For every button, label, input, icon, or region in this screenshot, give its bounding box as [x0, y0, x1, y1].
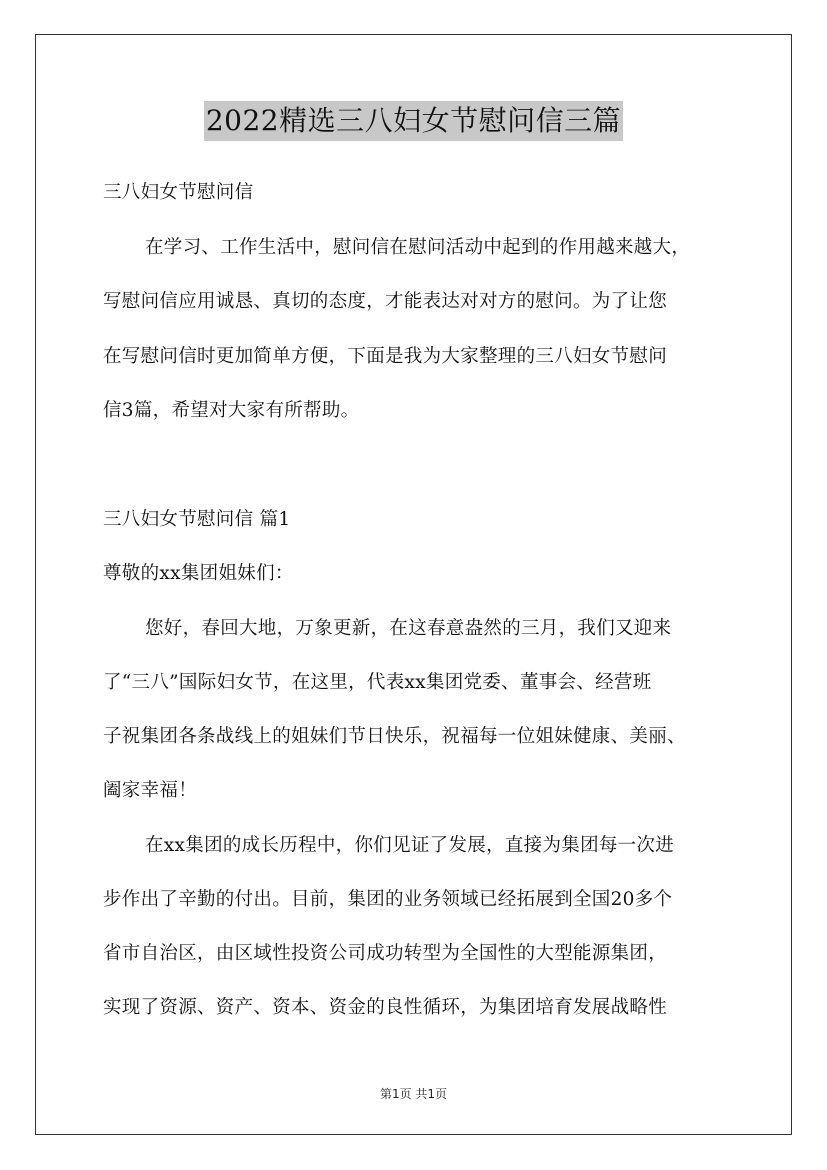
paragraph-line: 在写慰问信时更加简单方便，下面是我为大家整理的三八妇女节慰问: [103, 346, 668, 367]
paragraph-line: 步作出了辛勤的付出。目前，集团的业务领域已经拓展到全国20多个: [103, 889, 673, 910]
section-heading: 三八妇女节慰问信: [103, 182, 254, 203]
paragraph-line: 省市自治区，由区域性投资公司成功转型为全国性的大型能源集团，: [103, 943, 668, 964]
salutation: 尊敬的xx集团姐妹们：: [103, 563, 294, 584]
paragraph-line: 在学习、工作生活中，慰问信在慰问活动中起到的作用越来越大，: [145, 237, 691, 258]
page-footer: 第1页 共1页: [379, 1087, 448, 1101]
paragraph-line: 子祝集团各条战线上的姐妹们节日快乐，祝福每一位姐妹健康、美丽、: [103, 726, 686, 747]
paragraph-line: 阖家幸福！: [103, 780, 198, 801]
paragraph-line: 您好，春回大地，万象更新，在这春意盎然的三月，我们又迎来: [145, 618, 672, 639]
paragraph-line: 在xx集团的成长历程中，你们见证了发展，直接为集团每一次进: [145, 835, 675, 856]
section-heading: 三八妇女节慰问信 篇1: [103, 509, 291, 530]
paragraph-line: 写慰问信应用诚恳、真切的态度，才能表达对对方的慰问。为了让您: [103, 291, 668, 312]
paragraph-line: 了“三八”国际妇女节，在这里，代表xx集团党委、董事会、经营班: [103, 672, 652, 693]
paragraph-line: 实现了资源、资产、资本、资金的良性循环，为集团培育发展战略性: [103, 997, 668, 1018]
document-title: [0, 100, 827, 141]
paragraph-line: 信3篇，希望对大家有所帮助。: [103, 400, 360, 421]
document-title-text: 2022精选三八妇女节慰问信三篇: [204, 101, 623, 141]
